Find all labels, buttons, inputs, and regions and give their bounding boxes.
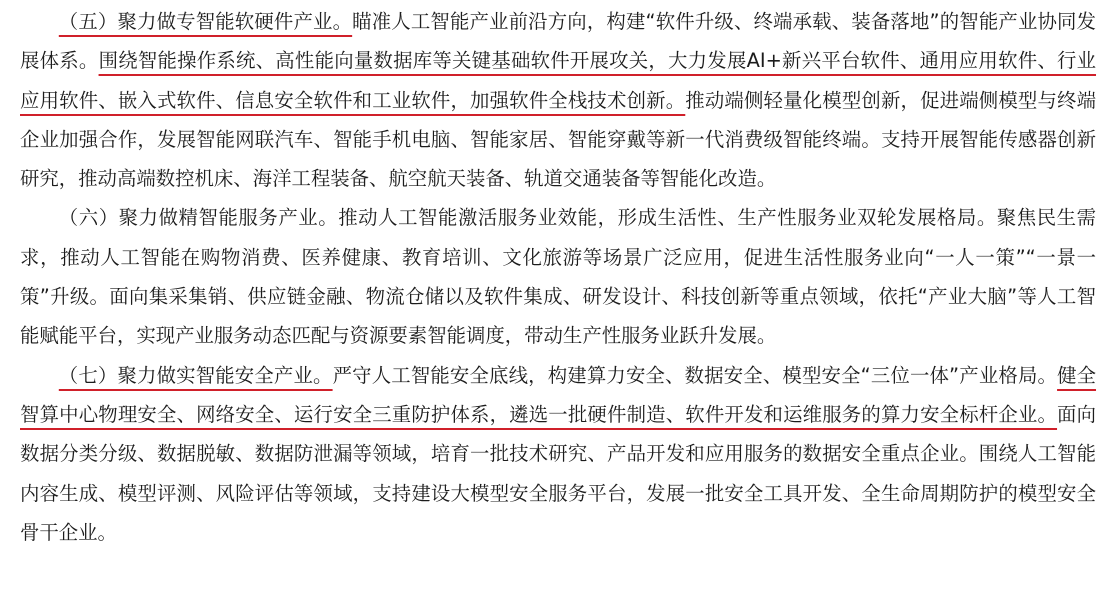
section-5-intro: 瞄准人工智能产业前沿方向，构建“软件升级、终端承载、装备落地”的智能产业协同发展体系。 (20, 10, 1097, 73)
paragraph-section-6 (20, 198, 1096, 355)
section-5-body: 推动端侧轻量化模型创新，促进端侧模型与终端企业加强合作，发展智能网联汽车、智能手机电脑、智能家居、智能穿戴等新一代消费级智能终端。支持开展智能传感器创新研究，推动高端数控机床、海洋工程装备、航空航天装备、轨道交通装备等智能化改造。 (20, 88, 1097, 191)
section-7-highlight: 健全智算中心物理安全、网络安全、运行安全三重防护体系，遴选一批硬件制造、软件开发和运维服务的算力安全标杆企业。 (20, 363, 1097, 426)
section-6-body: （六）聚力做精智能服务产业。推动人工智能激活服务业效能，形成生活性、生产性服务业双轮发展格局。聚焦民生需求，推动人工智能在购物消费、医养健康、教育培训、文化旅游等场景广泛应用，促进生活性服务业向“一人一策”“一景一策”升级。面向集采集销、供应链金融、物流仓储以及软件集成、研发设计、科技创新等重点领域，依托“产业大脑”等人工智能赋能平台，实现产业服务动态匹配与资源要素智能调度，带动生产性服务业跃升发展。 (20, 206, 1096, 348)
document-body (20, 2, 1096, 552)
section-7-heading: （七）聚力做实智能安全产业。 (58, 363, 333, 387)
section-5-heading: （五）聚力做专智能软硬件产业。 (58, 10, 353, 33)
paragraph-section-5 (20, 2, 1096, 198)
section-5-highlight: 围绕智能操作系统、高性能向量数据库等关键基础软件开展攻关，大力发展AI+新兴平台软件、通用应用软件、行业应用软件、嵌入式软件、信息安全软件和工业软件，加强软件全栈技术创新。 (20, 49, 1097, 112)
section-7-body: 面向数据分类分级、数据脱敏、数据防泄漏等领域，培育一批技术研究、产品开发和应用服务的数据安全重点企业。围绕人工智能内容生成、模型评测、风险评估等领域，支持建设大模型安全服务平台，发展一批安全工具开发、全生命周期防护的模型安全骨干企业。 (20, 402, 1097, 544)
paragraph-section-7 (20, 356, 1096, 552)
section-7-intro: 严守人工智能安全底线，构建算力安全、数据安全、模型安全“三位一体”产业格局。 (332, 363, 1058, 387)
